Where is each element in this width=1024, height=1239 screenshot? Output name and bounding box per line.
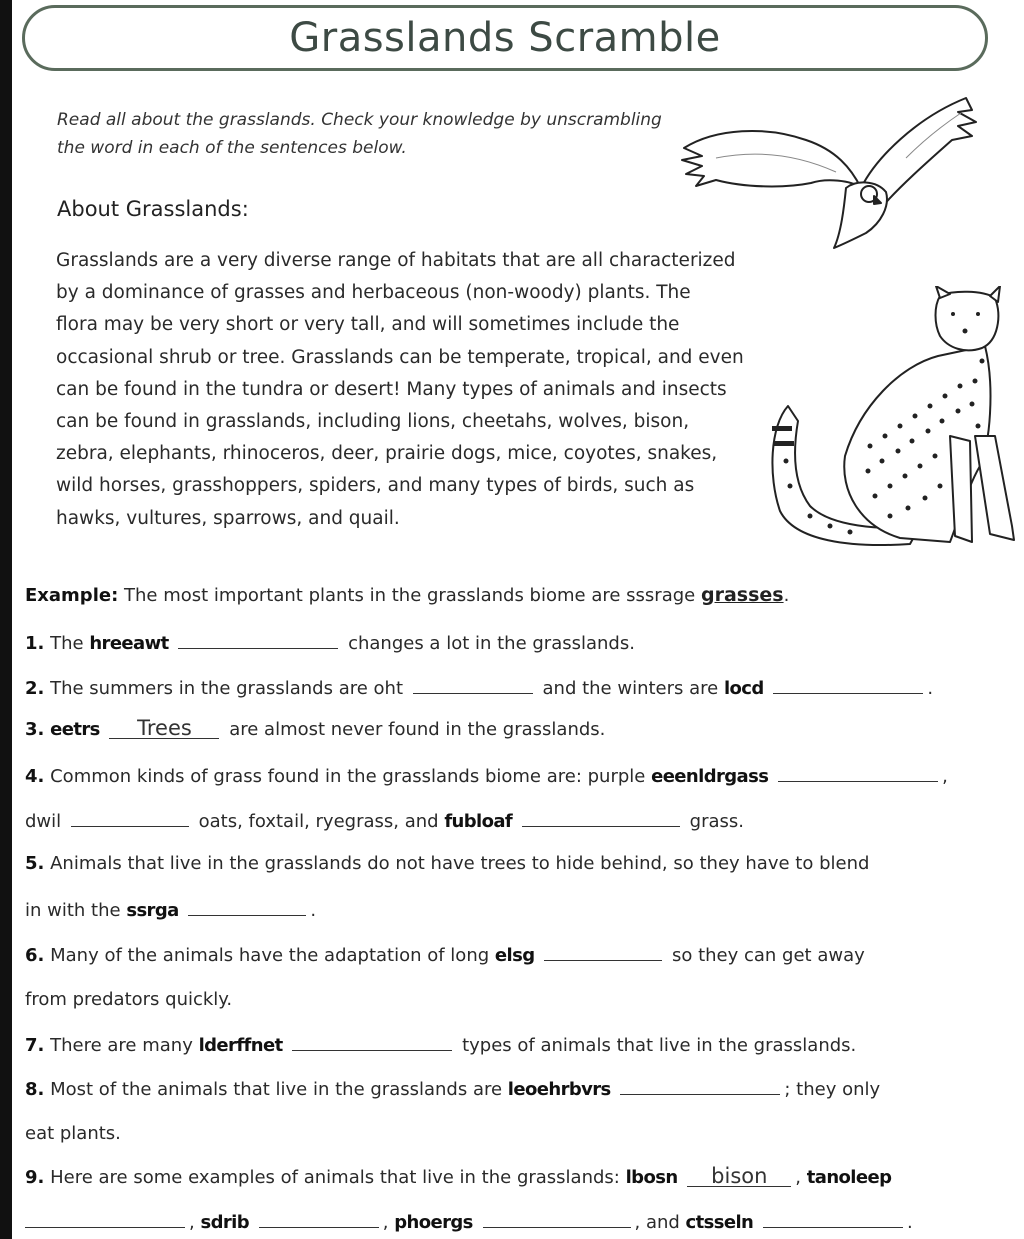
answer-blank[interactable] (259, 1211, 379, 1228)
question-3 (25, 718, 605, 740)
question-text: grass. (689, 811, 744, 832)
question-end: . (310, 900, 317, 921)
about-line: wild horses, grasshoppers, spiders, and many types of birds, such as (56, 475, 695, 497)
example-text: The most important plants in the grasslands biome are sssrage (124, 585, 696, 606)
example-answer: grasses (700, 584, 784, 606)
question-sep: , and (634, 1212, 680, 1233)
answer-blank[interactable] (778, 765, 938, 782)
scrambled-word: fubloaf (444, 811, 513, 832)
question-2 (25, 677, 933, 699)
question-text: eat plants. (25, 1123, 121, 1144)
question-text: There are many (50, 1035, 193, 1056)
answer-blank[interactable] (620, 1078, 780, 1095)
question-end: , (942, 766, 948, 787)
about-line: flora may be very short or very tall, and will sometimes include the (56, 314, 680, 336)
scrambled-word: dwil (25, 811, 62, 832)
question-text: Most of the animals that live in the grasslands are (50, 1079, 503, 1100)
question-text: are almost never found in the grasslands. (229, 719, 606, 740)
answer-blank[interactable] (178, 632, 338, 649)
example-line (25, 584, 789, 606)
question-text: Here are some examples of animals that live in the grasslands: (50, 1167, 620, 1188)
question-text: The summers in the grasslands are oht (50, 678, 404, 699)
question-sep: , (795, 1167, 802, 1188)
about-line: zebra, elephants, rhinoceros, deer, prairie dogs, mice, coyotes, snakes, (56, 443, 718, 465)
question-8 (25, 1078, 880, 1100)
answer-filled[interactable]: Trees (109, 718, 219, 739)
question-text: so they can get away (671, 945, 865, 966)
question-text: oats, foxtail, ryegrass, and (198, 811, 439, 832)
question-9 (25, 1166, 891, 1188)
question-end: . (906, 1212, 913, 1233)
question-number: 4. (25, 766, 45, 787)
question-7 (25, 1034, 856, 1056)
about-line: Grasslands are a very diverse range of habitats that are all characterized (56, 250, 736, 271)
question-text: Many of the animals have the adaptation of long (50, 945, 490, 966)
question-text: in with the (25, 900, 121, 921)
scrambled-word: eeenldrgass (651, 766, 769, 787)
scrambled-word: tanoleep (806, 1167, 892, 1188)
scrambled-word: lderffnet (198, 1035, 283, 1056)
about-line: can be found in the tundra or desert! Many types of animals and insects (56, 378, 727, 400)
about-line: hawks, vultures, sparrows, and quail. (56, 507, 400, 529)
about-line: by a dominance of grasses and herbaceous (non-woody) plants. The (56, 282, 691, 304)
scrambled-word: elsg (494, 945, 535, 966)
question-text: Common kinds of grass found in the grasslands biome are: purple (50, 766, 646, 787)
question-5-continued (25, 899, 316, 921)
question-4-continued (25, 810, 744, 832)
scrambled-word: sdrib (200, 1212, 249, 1233)
question-5 (25, 853, 869, 874)
question-6-continued (25, 989, 232, 1010)
question-text: and the winters are (542, 678, 719, 699)
question-9-continued (25, 1211, 913, 1233)
question-end: . (927, 678, 934, 699)
question-1 (25, 632, 635, 654)
scrambled-word: locd (723, 678, 764, 699)
intro-line: the word in each of the sentences below. (57, 138, 407, 158)
question-number: 5. (25, 853, 45, 874)
example-end: . (783, 585, 790, 606)
scrambled-word: ctsseln (685, 1212, 754, 1233)
question-text: from predators quickly. (25, 989, 233, 1010)
answer-blank[interactable] (763, 1211, 903, 1228)
question-8-continued (25, 1123, 121, 1144)
page-edge (0, 0, 12, 1239)
answer-blank[interactable] (188, 899, 306, 916)
question-text: Animals that live in the grasslands do not have trees to hide behind, so they have to blend (50, 853, 870, 874)
scrambled-word: lbosn (625, 1167, 678, 1188)
about-line: can be found in grasslands, including lions, cheetahs, wolves, bison, (56, 411, 690, 433)
about-heading: About Grasslands: (57, 197, 249, 221)
question-number: 2. (25, 678, 45, 699)
question-text: ; they only (784, 1079, 881, 1100)
question-4 (25, 765, 948, 787)
scrambled-word: ssrga (126, 900, 179, 921)
question-number: 3. (25, 719, 45, 740)
answer-blank[interactable] (773, 677, 923, 694)
scrambled-word: phoergs (394, 1212, 473, 1233)
question-text: The (50, 633, 84, 654)
question-number: 6. (25, 945, 45, 966)
scrambled-word: eetrs (50, 719, 100, 740)
bird-illustration (676, 88, 996, 258)
question-sep: , (382, 1212, 389, 1233)
intro-line: Read all about the grasslands. Check your knowledge by unscrambling (57, 110, 662, 130)
answer-blank[interactable] (483, 1211, 631, 1228)
scrambled-word: leoehrbvrs (507, 1079, 611, 1100)
question-number: 8. (25, 1079, 45, 1100)
question-number: 1. (25, 633, 45, 654)
question-6 (25, 944, 865, 966)
answer-blank[interactable] (292, 1034, 452, 1051)
answer-blank[interactable] (544, 944, 662, 961)
title-banner (22, 5, 988, 71)
answer-blank[interactable] (522, 810, 680, 827)
question-text: types of animals that live in the grasslands. (462, 1035, 857, 1056)
answer-blank[interactable] (71, 810, 189, 827)
about-line: occasional shrub or tree. Grasslands can be temperate, tropical, and even (56, 346, 744, 368)
scrambled-word: hreeawt (89, 633, 169, 654)
page-title: Grasslands Scramble (289, 15, 721, 61)
answer-blank[interactable] (413, 677, 533, 694)
question-sep: , (189, 1212, 195, 1233)
question-text: changes a lot in the grasslands. (348, 633, 635, 654)
example-label: Example: (25, 585, 119, 606)
question-number: 9. (25, 1167, 45, 1188)
question-number: 7. (25, 1035, 45, 1056)
about-paragraph (56, 245, 796, 535)
intro-text (57, 106, 707, 162)
answer-filled[interactable]: bison (687, 1166, 791, 1187)
answer-blank[interactable] (25, 1211, 185, 1228)
